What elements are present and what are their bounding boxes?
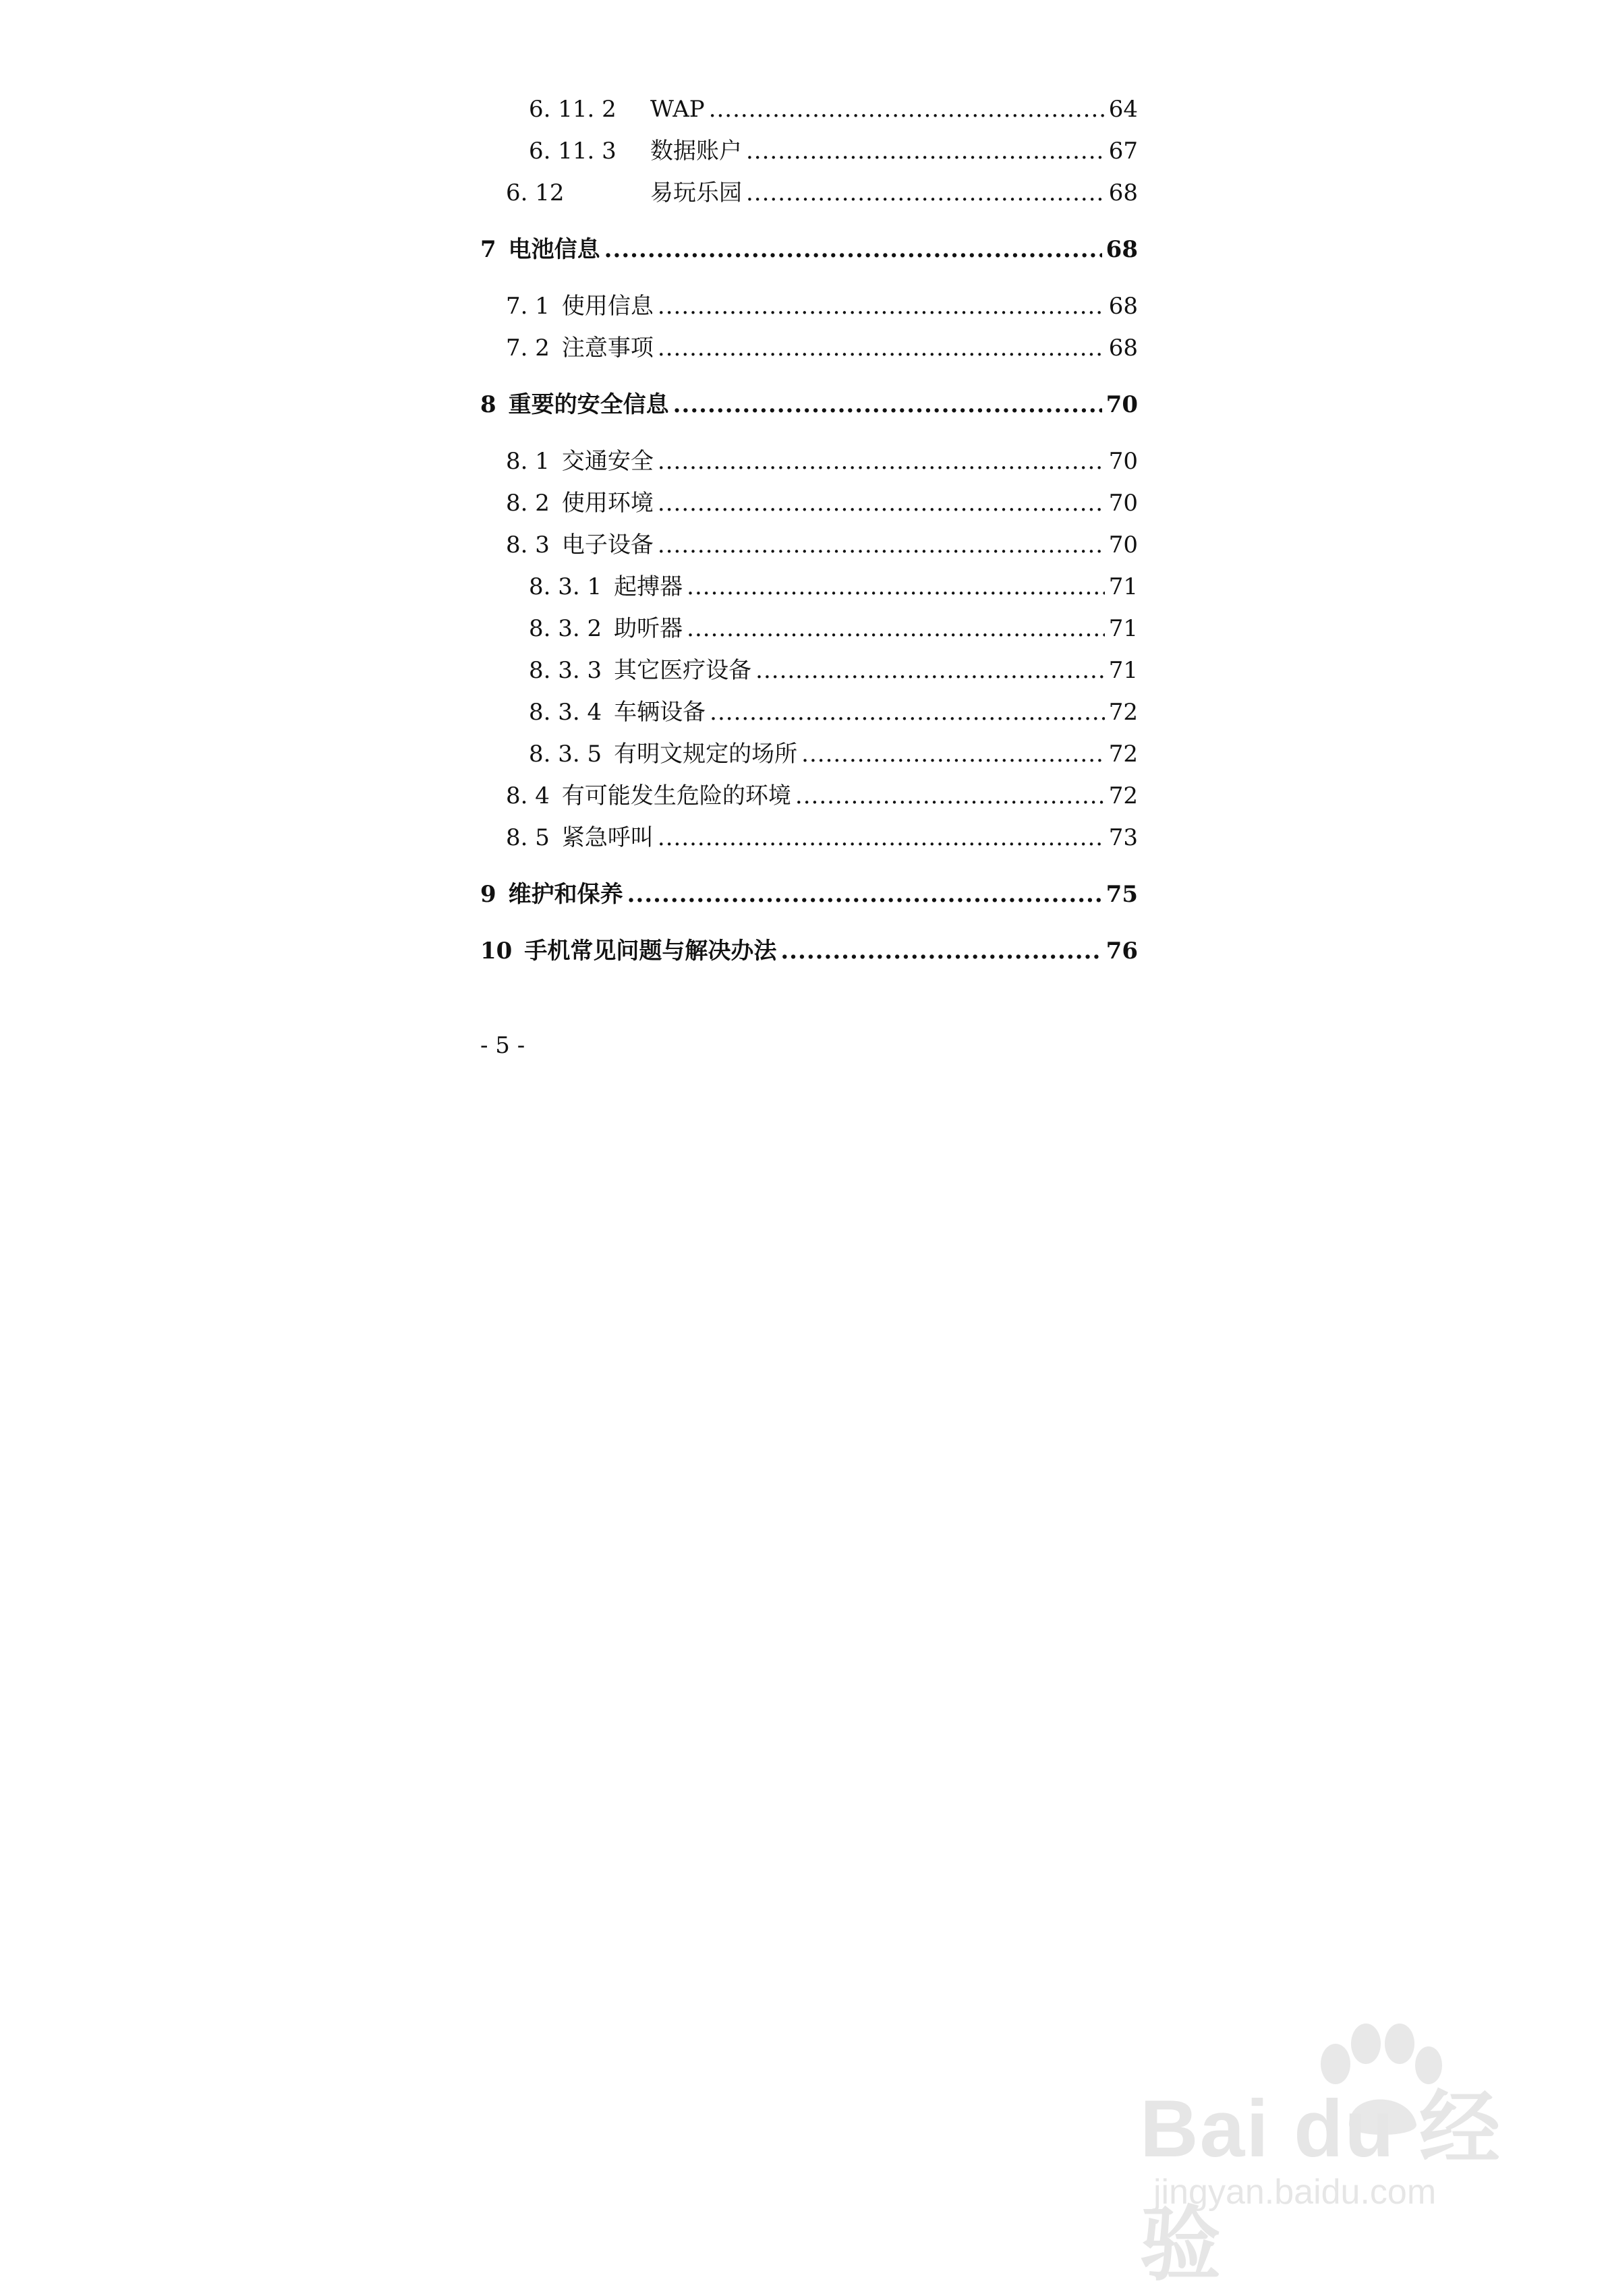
toc-entry[interactable]	[480, 572, 1138, 602]
toc-entry-number: 10	[480, 938, 513, 965]
toc-entry-number: 6. 12	[506, 179, 565, 206]
toc-entry-page: 72	[1108, 782, 1138, 809]
toc-entry-number: 7	[480, 236, 496, 263]
toc-entry[interactable]	[480, 235, 1138, 264]
toc-entry-title: 紧急呼叫	[561, 824, 654, 851]
toc-entry-page: 72	[1108, 741, 1138, 768]
toc-entry[interactable]	[480, 656, 1138, 685]
toc-entry[interactable]	[480, 781, 1138, 811]
toc-entry-number: 9	[480, 881, 496, 908]
toc-entry-title: 其它医疗设备	[614, 657, 752, 684]
toc-entry-page: 71	[1108, 657, 1138, 684]
toc-leader-dots	[780, 936, 1101, 966]
toc-entry-title: 重要的安全信息	[508, 391, 669, 418]
toc-entry-page: 71	[1108, 573, 1138, 600]
toc-entry-page: 76	[1106, 938, 1138, 965]
page-number: - 5 -	[480, 1032, 525, 1059]
toc-leader-dots	[604, 235, 1102, 264]
toc-entry-title: 交通安全	[561, 448, 654, 475]
toc-leader-dots	[687, 572, 1105, 602]
toc-entry-number: 8. 4	[506, 782, 550, 809]
toc-entry-title: 使用信息	[561, 293, 654, 320]
toc-entry-number: 8. 3. 4	[529, 699, 602, 726]
toc-leader-dots	[627, 880, 1102, 909]
toc-leader-dots	[755, 656, 1105, 685]
toc-entry-page: 68	[1108, 179, 1138, 206]
toc-entry-page: 70	[1108, 448, 1138, 475]
toc-entry-number: 7. 2	[506, 335, 550, 362]
toc-entry-title: 维护和保养	[508, 881, 623, 908]
toc-entry-title: 起搏器	[614, 573, 683, 600]
toc-entry[interactable]	[480, 614, 1138, 643]
toc-entry-number: 8. 5	[506, 824, 550, 851]
toc-entry-page: 68	[1108, 335, 1138, 362]
toc-entry-title: 助听器	[614, 615, 683, 642]
toc-entry-title: 手机常见问题与解决办法	[524, 938, 777, 965]
toc-entry[interactable]	[480, 333, 1138, 363]
toc-entry[interactable]	[480, 936, 1138, 966]
toc-entry-number: 8. 2	[506, 490, 550, 517]
toc-entry[interactable]	[480, 739, 1138, 769]
toc-entry-title: 易玩乐园	[650, 179, 742, 206]
toc-leader-dots	[673, 390, 1102, 420]
toc-entry-number: 6. 11. 2	[529, 96, 616, 123]
toc-entry-page: 75	[1106, 881, 1138, 908]
toc-leader-dots	[658, 291, 1105, 321]
toc-entry-page: 64	[1108, 96, 1138, 123]
toc-leader-dots	[658, 488, 1105, 518]
toc-leader-dots	[709, 94, 1105, 124]
toc-leader-dots	[687, 614, 1105, 643]
toc-entry[interactable]	[480, 291, 1138, 321]
toc-leader-dots	[746, 136, 1105, 166]
toc-entry-title: 注意事项	[561, 335, 654, 362]
toc-entry-page: 71	[1108, 615, 1138, 642]
toc-entry-number: 8. 3. 5	[529, 741, 602, 768]
toc-entry-title: 有可能发生危险的环境	[561, 782, 791, 809]
toc-entry[interactable]	[480, 697, 1138, 727]
toc-entry-number: 7. 1	[506, 293, 550, 320]
toc-entry[interactable]	[480, 823, 1138, 853]
toc-entry[interactable]	[480, 390, 1138, 420]
toc-entry[interactable]	[480, 880, 1138, 909]
toc-entry-page: 68	[1108, 293, 1138, 320]
toc-entry-number: 8	[480, 391, 496, 418]
toc-entry-page: 73	[1108, 824, 1138, 851]
toc-leader-dots	[658, 333, 1105, 363]
toc-leader-dots	[658, 823, 1105, 853]
toc-leader-dots	[801, 739, 1105, 769]
toc-entry-number: 8. 3	[506, 532, 550, 558]
toc-leader-dots	[710, 697, 1105, 727]
toc-entry-number: 8. 3. 1	[529, 573, 602, 600]
toc-entry-title: 使用环境	[561, 490, 654, 517]
toc-entry[interactable]	[480, 178, 1138, 208]
toc-entry-page: 72	[1108, 699, 1138, 726]
toc-entry-number: 6. 11. 3	[529, 138, 616, 165]
toc-entry-page: 70	[1108, 490, 1138, 517]
toc-entry[interactable]	[480, 136, 1138, 166]
toc-entry[interactable]	[480, 94, 1138, 124]
toc-entry-page: 70	[1106, 391, 1138, 418]
watermark-url: jingyan.baidu.com	[1153, 2173, 1437, 2212]
toc-entry-title: 电子设备	[561, 532, 654, 558]
toc-entry[interactable]	[480, 447, 1138, 476]
toc-entry[interactable]	[480, 488, 1138, 518]
toc-entry-title: WAP	[650, 96, 705, 123]
toc-entry-title: 数据账户	[650, 138, 742, 165]
toc-entry-title: 电池信息	[508, 236, 600, 263]
toc-entry-number: 8. 1	[506, 448, 550, 475]
toc-entry-page: 70	[1108, 532, 1138, 558]
toc-entry-title: 车辆设备	[614, 699, 706, 726]
watermark	[1140, 2024, 1518, 2290]
toc-leader-dots	[658, 530, 1105, 560]
watermark-logo: Bai du 经验	[1140, 2084, 1502, 2290]
toc-entry[interactable]	[480, 530, 1138, 560]
toc-leader-dots	[746, 178, 1105, 208]
toc-entry-number: 8. 3. 3	[529, 657, 602, 684]
toc-leader-dots	[795, 781, 1105, 811]
toc-leader-dots	[658, 447, 1105, 476]
toc-entry-page: 67	[1108, 138, 1138, 165]
toc-entry-page: 68	[1106, 236, 1138, 263]
toc-entry-title: 有明文规定的场所	[614, 741, 798, 768]
toc-entry-number: 8. 3. 2	[529, 615, 602, 642]
